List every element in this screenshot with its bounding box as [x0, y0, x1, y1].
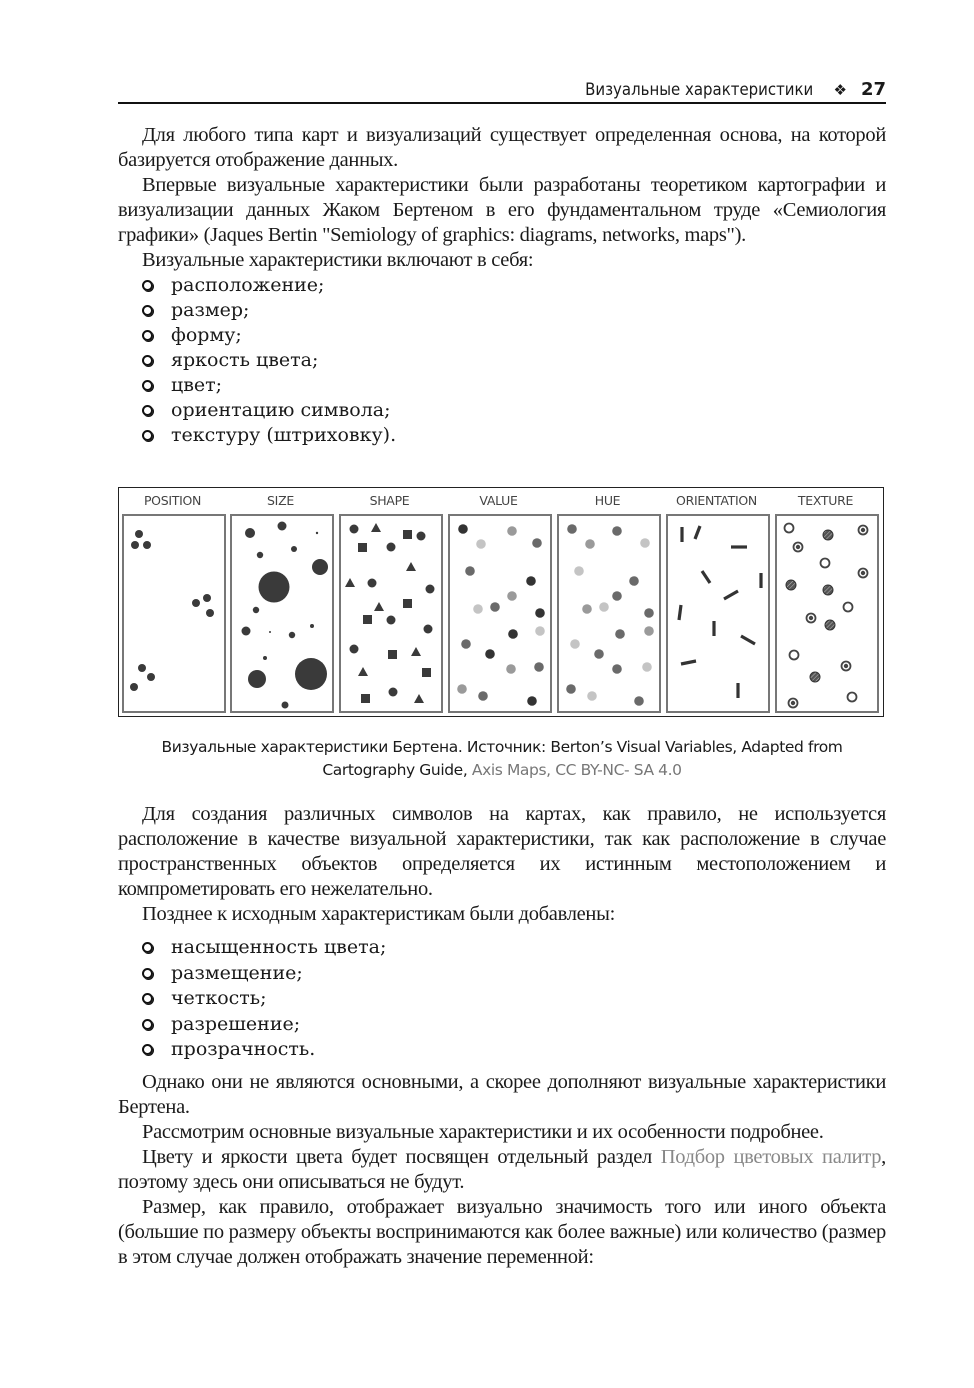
circle-bullet-icon	[142, 1044, 153, 1055]
page-number: 27	[860, 79, 886, 100]
panel-shape	[336, 488, 443, 716]
paragraph: Для создания различных символов на картах, как правило, не используется расположение в качестве визуальной характеристики, так как расположение в случае пространственных объектов определяется их истинным местоположением и компрометировать его нежелательно.	[118, 803, 886, 900]
list-item: ориентацию символа;	[142, 398, 886, 423]
panel-box	[230, 514, 334, 713]
running-header	[118, 76, 886, 104]
panel-value	[445, 488, 552, 716]
panel-box	[339, 514, 443, 713]
license-link[interactable]: Axis Maps, CC BY-NC- SA 4.0	[471, 761, 682, 779]
added-variables-list	[118, 935, 886, 1063]
list-item: текстуру (штриховку).	[142, 423, 886, 448]
figure-caption	[118, 736, 886, 782]
panel-box	[775, 514, 879, 713]
position-dots-illustration	[124, 516, 224, 711]
panel-position	[119, 488, 226, 716]
paragraph: Однако они не являются основными, а скорее дополняют визуальные характеристики Бертена.	[118, 1071, 886, 1118]
ornament-icon: ❖	[833, 81, 847, 99]
list-item: прозрачность.	[142, 1037, 886, 1063]
added-variables-section	[118, 935, 886, 1063]
bertin-visual-variables-figure	[118, 487, 884, 717]
panel-box	[666, 514, 770, 713]
panel-hue	[554, 488, 661, 716]
list-item: расположение;	[142, 273, 886, 298]
circle-bullet-icon	[142, 968, 153, 979]
list-item: форму;	[142, 323, 886, 348]
shape-symbols-illustration	[341, 516, 441, 711]
caption-line: Cartography Guide, Axis Maps, CC BY-NC- SA 4.0	[322, 761, 682, 779]
panel-label: POSITION	[143, 493, 202, 508]
panel-label: SIZE	[267, 493, 294, 508]
panel-label: HUE	[594, 493, 621, 508]
list-item: разрешение;	[142, 1012, 886, 1038]
panel-orientation	[663, 488, 770, 716]
list-item: размер;	[142, 298, 886, 323]
panel-box	[557, 514, 661, 713]
orientation-bars-illustration	[668, 516, 768, 711]
caption-line: Визуальные характеристики Бертена. Источник: Berton’s Visual Variables, Adapted from	[161, 738, 843, 756]
paragraph: Впервые визуальные характеристики были разработаны теоретиком картографии и визуализации данных Жаком Бертеном в его фундаментальном труде «Семиология графики» (Jaques Bertin "Semiology of graphics: diagrams, networks, maps").	[118, 174, 886, 246]
list-item: размещение;	[142, 961, 886, 987]
circle-bullet-icon	[142, 305, 153, 316]
panel-box	[122, 514, 226, 713]
size-dots-illustration	[232, 516, 332, 711]
hue-dots-illustration	[559, 516, 659, 711]
visual-variables-list	[118, 273, 886, 448]
list-item: цвет;	[142, 373, 886, 398]
circle-bullet-icon	[142, 280, 153, 291]
color-palette-section-link[interactable]: Подбор цветовых палитр	[660, 1146, 882, 1168]
panel-label: ORIENTATION	[676, 493, 757, 508]
middle-section	[118, 802, 886, 927]
panel-size	[227, 488, 334, 716]
panel-label: SHAPE	[369, 493, 410, 508]
circle-bullet-icon	[142, 355, 153, 366]
running-title: Визуальные характеристики	[585, 80, 814, 100]
circle-bullet-icon	[142, 430, 153, 441]
paragraph: Визуальные характеристики включают в себя:	[142, 249, 534, 271]
circle-bullet-icon	[142, 942, 153, 953]
paragraph: Цвету и яркости цвета будет посвящен отдельный раздел Подбор цветовых палитр, поэтому здесь они описываться не будут.	[118, 1146, 886, 1193]
paragraph: Позднее к исходным характеристикам были добавлены:	[142, 903, 615, 925]
list-item: яркость цвета;	[142, 348, 886, 373]
list-item: насыщенность цвета;	[142, 935, 886, 961]
circle-bullet-icon	[142, 1019, 153, 1030]
panel-label: TEXTURE	[797, 493, 854, 508]
paragraph: Рассмотрим основные визуальные характеристики и их особенности подробнее.	[142, 1121, 824, 1143]
texture-symbols-illustration	[777, 516, 877, 711]
panel-box	[448, 514, 552, 713]
closing-section	[118, 1070, 886, 1270]
panel-label: VALUE	[479, 493, 518, 508]
circle-bullet-icon	[142, 993, 153, 1004]
paragraph: Размер, как правило, отображает визуально значимость того или иного объекта (большие по размеру объекты воспринимаются как более важные) или количество (размер в этом случае должен отображать значение переменной:	[118, 1196, 886, 1268]
circle-bullet-icon	[142, 330, 153, 341]
value-dots-illustration	[450, 516, 550, 711]
paragraph: Для любого типа карт и визуализаций существует определенная основа, на которой базируется отображение данных.	[118, 124, 886, 171]
intro-section	[118, 123, 886, 448]
circle-bullet-icon	[142, 405, 153, 416]
list-item: четкость;	[142, 986, 886, 1012]
circle-bullet-icon	[142, 380, 153, 391]
panel-texture	[772, 488, 879, 716]
